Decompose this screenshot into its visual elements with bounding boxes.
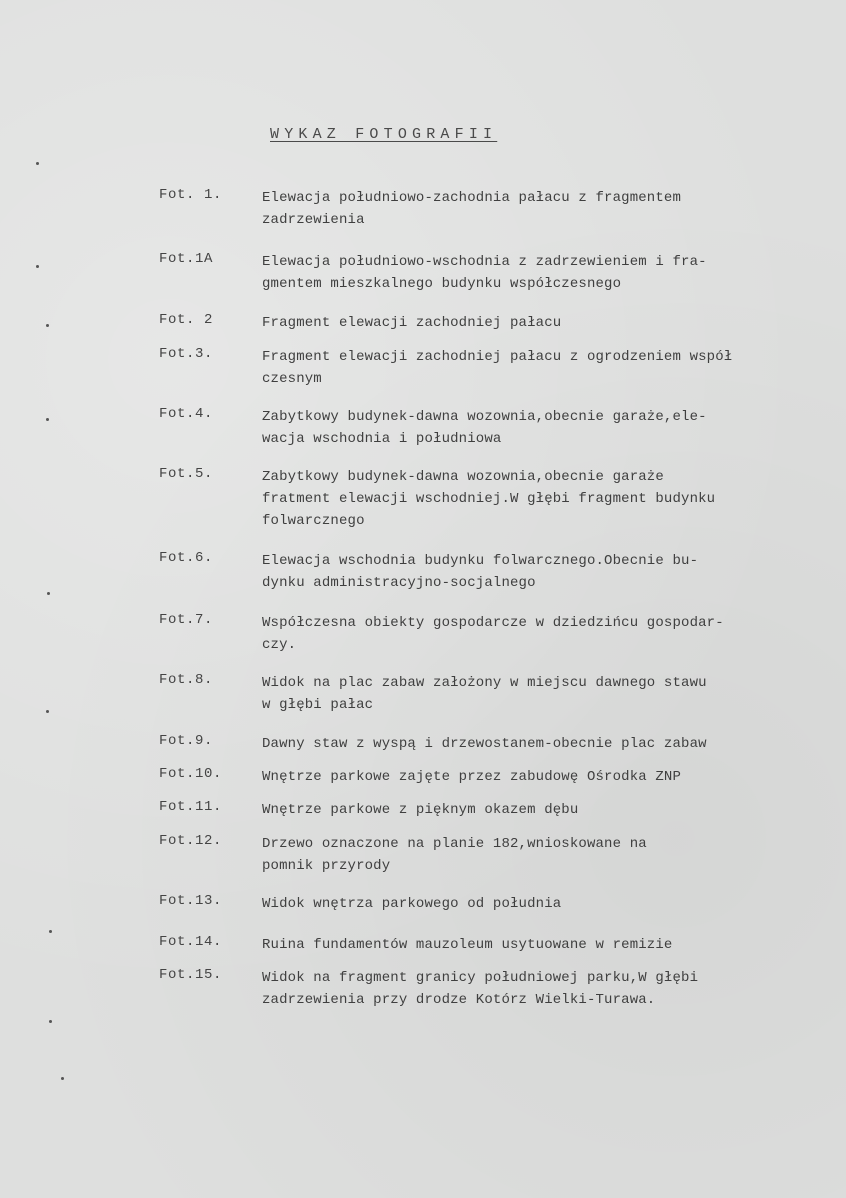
photo-number: Fot.11. <box>159 799 223 815</box>
photo-number: Fot.9. <box>159 733 214 749</box>
photo-description <box>262 312 822 334</box>
description-line: Elewacja wschodnia budynku folwarcznego.Obecnie bu- <box>262 553 699 569</box>
photo-description <box>262 187 822 231</box>
photo-description <box>262 346 822 390</box>
photo-number: Fot.15. <box>159 967 223 983</box>
photo-number: Fot.10. <box>159 766 223 782</box>
photo-number: Fot.8. <box>159 672 214 688</box>
description-line: zadrzewienia przy drodze Kotórz Wielki-Turawa. <box>262 992 656 1008</box>
description-line: Wnętrze parkowe z pięknym okazem dębu <box>262 802 579 818</box>
photo-number: Fot.7. <box>159 612 214 628</box>
photo-description <box>262 934 822 956</box>
document-title: WYKAZ FOTOGRAFII <box>270 126 498 143</box>
description-line: Widok na plac zabaw założony w miejscu dawnego stawu <box>262 675 707 691</box>
description-line: pomnik przyrody <box>262 858 391 874</box>
margin-mark <box>49 930 52 933</box>
margin-mark <box>61 1077 64 1080</box>
margin-mark <box>46 418 49 421</box>
description-line: Fragment elewacji zachodniej pałacu <box>262 315 562 331</box>
description-line: folwarcznego <box>262 513 365 529</box>
photo-number: Fot. 1. <box>159 187 223 203</box>
description-line: Zabytkowy budynek-dawna wozownia,obecnie garaże,ele- <box>262 409 707 425</box>
description-line: Dawny staw z wyspą i drzewostanem-obecnie plac zabaw <box>262 736 707 752</box>
photo-number: Fot.14. <box>159 934 223 950</box>
description-line: wacja wschodnia i południowa <box>262 431 502 447</box>
photo-description <box>262 799 822 821</box>
description-line: w głębi pałac <box>262 697 374 713</box>
description-line: Zabytkowy budynek-dawna wozownia,obecnie garaże <box>262 469 664 485</box>
photo-description <box>262 893 822 915</box>
margin-mark <box>36 162 39 165</box>
photo-description <box>262 833 822 877</box>
description-line: dynku administracyjno-socjalnego <box>262 575 536 591</box>
photo-number: Fot.6. <box>159 550 214 566</box>
photo-description <box>262 550 822 594</box>
photo-number: Fot.1A <box>159 251 214 267</box>
description-line: Drzewo oznaczone na planie 182,wnioskowane na <box>262 836 647 852</box>
description-line: Widok na fragment granicy południowej parku,W głębi <box>262 970 699 986</box>
description-line: Elewacja południowo-zachodnia pałacu z fragmentem <box>262 190 682 206</box>
description-line: czesnym <box>262 371 322 387</box>
photo-description <box>262 612 822 656</box>
description-line: Wnętrze parkowe zajęte przez zabudowę Ośrodka ZNP <box>262 769 682 785</box>
margin-mark <box>49 1020 52 1023</box>
photo-number: Fot.5. <box>159 466 214 482</box>
photo-number: Fot.3. <box>159 346 214 362</box>
margin-mark <box>46 710 49 713</box>
photo-description <box>262 672 822 716</box>
description-line: Współczesna obiekty gospodarcze w dziedzińcu gospodar- <box>262 615 724 631</box>
margin-mark <box>36 265 39 268</box>
photo-number: Fot. 2 <box>159 312 214 328</box>
description-line: Ruina fundamentów mauzoleum usytuowane w remizie <box>262 937 673 953</box>
margin-mark <box>47 592 50 595</box>
photo-number: Fot.13. <box>159 893 223 909</box>
description-line: Elewacja południowo-wschodnia z zadrzewieniem i fra- <box>262 254 707 270</box>
photo-description <box>262 466 822 532</box>
photo-description <box>262 251 822 295</box>
description-line: czy. <box>262 637 297 653</box>
photo-description <box>262 967 822 1011</box>
description-line: gmentem mieszkalnego budynku współczesnego <box>262 276 622 292</box>
photo-description <box>262 766 822 788</box>
description-line: Widok wnętrza parkowego od południa <box>262 896 562 912</box>
margin-mark <box>46 324 49 327</box>
description-line: fratment elewacji wschodniej.W głębi fragment budynku <box>262 491 716 507</box>
photo-number: Fot.12. <box>159 833 223 849</box>
photo-description <box>262 733 822 755</box>
description-line: zadrzewienia <box>262 212 365 228</box>
photo-number: Fot.4. <box>159 406 214 422</box>
photo-description <box>262 406 822 450</box>
description-line: Fragment elewacji zachodniej pałacu z ogrodzeniem współ <box>262 349 733 365</box>
